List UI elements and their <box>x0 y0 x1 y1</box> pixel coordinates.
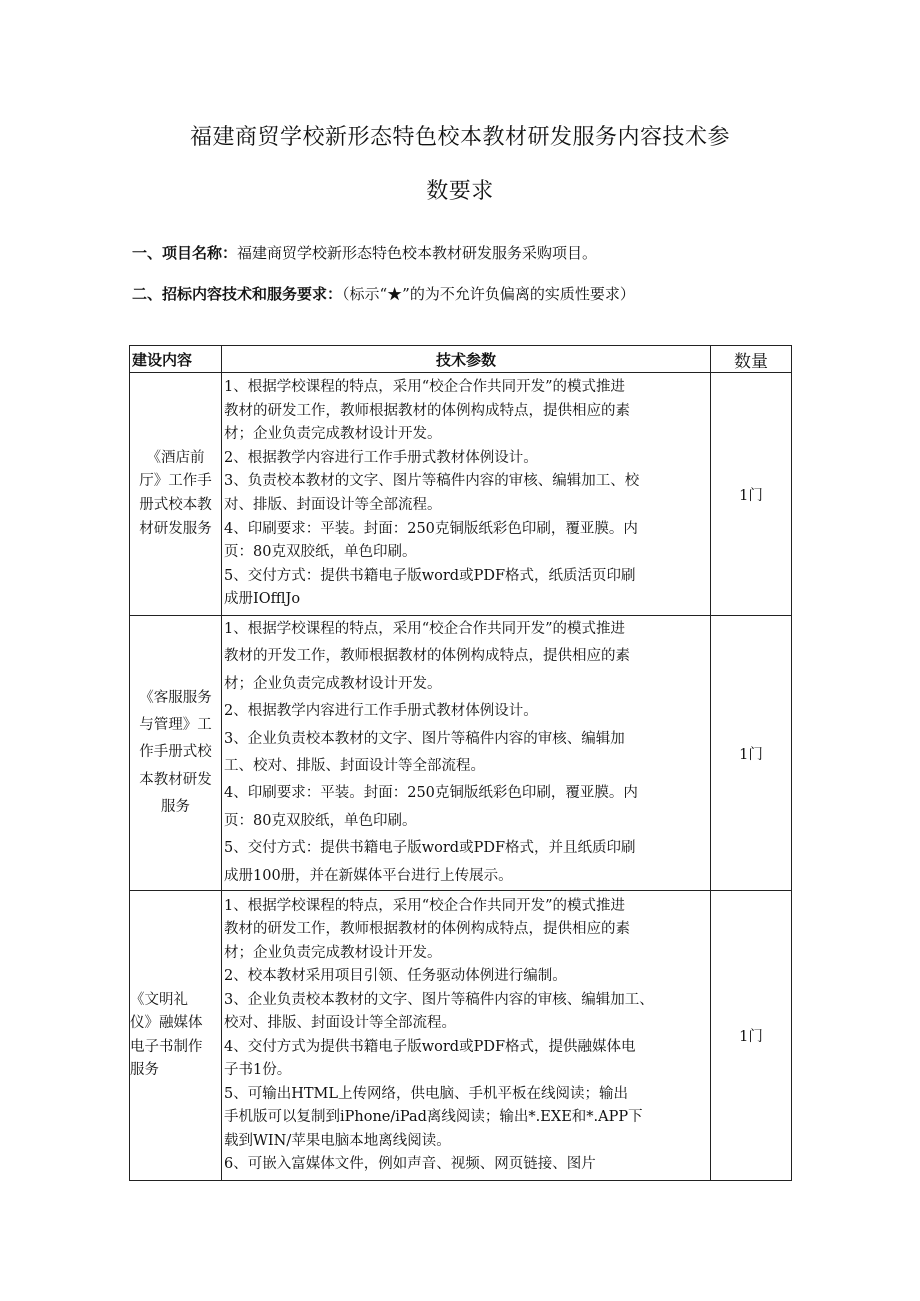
project-name-label: 一、项目名称： <box>132 244 238 262</box>
tech-line: 页：80克双胶纸，单色印刷。 <box>224 812 417 829</box>
tech-line: 2、根据教学内容进行工作手册式教材体例设计。 <box>224 449 538 466</box>
table-row <box>130 891 792 1181</box>
row-name-line: 作手册式校 <box>139 744 212 761</box>
row-name-line: 厅》工作手 <box>139 473 212 490</box>
tech-line: 子书1份。 <box>224 1062 292 1079</box>
requirements-table <box>129 345 792 1181</box>
tech-line: 校对、排版、封面设计等全部流程。 <box>224 1015 456 1032</box>
row-tech-cell <box>222 616 711 891</box>
tech-line: 5、交付方式：提供书籍电子版word或PDF格式，并且纸质印刷 <box>224 840 636 857</box>
tech-line: 3、企业负责校本教材的文字、图片等稿件内容的审核、编辑加工、 <box>224 991 654 1008</box>
row-name-cell <box>130 616 222 891</box>
row-tech-cell <box>222 373 711 616</box>
row-name-line: 材研发服务 <box>139 520 212 537</box>
row-name-line: 《文明礼 <box>130 991 188 1008</box>
row-quantity: 1门 <box>711 891 792 1181</box>
requirements-label: 二、招标内容技术和服务要求： <box>132 285 343 303</box>
project-name-value: 福建商贸学校新形态特色校本教材研发服务采购项目。 <box>237 244 598 262</box>
tech-line: 对、排版、封面设计等全部流程。 <box>224 497 442 513</box>
project-name-section <box>132 242 597 263</box>
row-name-line: 与管理》工 <box>139 716 212 733</box>
tech-line: 5、可输出HTML上传网络，供电脑、手机平板在线阅读；输出 <box>224 1085 629 1102</box>
tech-line: 材；企业负责完成教材设计开发。 <box>224 675 442 692</box>
tech-line: 页：80克双胶纸，单色印刷。 <box>224 544 417 561</box>
tech-line: 教材的研发工作，教师根据教材的体例构成特点，提供相应的素 <box>224 921 630 938</box>
tech-line: 6、可嵌入富媒体文件，例如声音、视频、网页链接、图片 <box>224 1156 596 1173</box>
header-tech-params: 技术参数 <box>222 346 711 373</box>
tech-line: 1、根据学校课程的特点，采用“校企合作共同开发”的模式推进 <box>224 621 626 637</box>
requirements-section <box>132 283 635 304</box>
tech-line: 3、负责校本教材的文字、图片等稿件内容的审核、编辑加工、校 <box>224 473 640 490</box>
row-name-line: 册式校本教 <box>139 497 212 513</box>
table-header-row <box>130 346 792 373</box>
tech-line: 1、根据学校课程的特点，采用“校企合作共同开发”的模式推进 <box>224 379 626 396</box>
row-name-line: 《酒店前 <box>146 449 205 466</box>
tech-line: 4、印刷要求：平装。封面：250克铜版纸彩色印刷，覆亚膜。内 <box>224 785 638 802</box>
tech-line: 3、企业负责校本教材的文字、图片等稿件内容的审核、编辑加 <box>224 730 625 747</box>
tech-line: 材；企业负责完成教材设计开发。 <box>224 944 442 961</box>
tech-line: 4、印刷要求：平装。封面：250克铜版纸彩色印刷，覆亚膜。内 <box>224 520 638 537</box>
row-name-line: 服务 <box>130 1062 159 1079</box>
tech-line: 2、校本教材采用项目引领、任务驱动体例进行编制。 <box>224 968 567 985</box>
row-quantity: 1门 <box>711 616 792 891</box>
tech-line: 手机版可以复制到iPhone/iPad离线阅读；输出*.EXE和*.APP下 <box>224 1109 643 1126</box>
page-title-line-2: 数要求 <box>426 179 494 204</box>
row-name-cell <box>130 891 222 1181</box>
header-quantity: 数量 <box>711 346 792 373</box>
tech-line: 成册IOfflJo <box>224 591 301 608</box>
tech-line: 5、交付方式：提供书籍电子版word或PDF格式，纸质活页印刷 <box>224 567 636 584</box>
row-quantity: 1门 <box>711 373 792 616</box>
tech-line: 载到WIN/苹果电脑本地离线阅读。 <box>224 1132 451 1149</box>
tech-line: 成册100册，并在新媒体平台进行上传展示。 <box>224 867 513 884</box>
tech-line: 材；企业负责完成教材设计开发。 <box>224 426 442 443</box>
row-tech-cell <box>222 891 711 1181</box>
page-title-line-1: 福建商贸学校新形态特色校本教材研发服务内容技术参 <box>189 125 730 150</box>
table-row <box>130 373 792 616</box>
row-name-cell <box>130 373 222 616</box>
table-row <box>130 616 792 891</box>
row-name-line: 服务 <box>161 799 190 816</box>
row-name-line: 《客服服务 <box>139 689 212 706</box>
tech-line: 1、根据学校课程的特点，采用“校企合作共同开发”的模式推进 <box>224 897 626 914</box>
tech-line: 教材的开发工作，教师根据教材的体例构成特点，提供相应的素 <box>224 648 630 665</box>
row-name-line: 本教材研发 <box>139 771 212 788</box>
requirements-note: （标示“★”的为不允许负偏离的实质性要求） <box>342 285 635 303</box>
row-name-line: 仪》融媒体 <box>130 1015 203 1032</box>
row-name-line: 电子书制作 <box>130 1038 203 1055</box>
tech-line: 4、交付方式为提供书籍电子版word或PDF格式，提供融媒体电 <box>224 1038 636 1055</box>
tech-line: 工、校对、排版、封面设计等全部流程。 <box>224 758 485 775</box>
header-content: 建设内容 <box>130 346 222 373</box>
tech-line: 2、根据教学内容进行工作手册式教材体例设计。 <box>224 703 538 720</box>
tech-line: 教材的研发工作，教师根据教材的体例构成特点，提供相应的素 <box>224 402 630 419</box>
